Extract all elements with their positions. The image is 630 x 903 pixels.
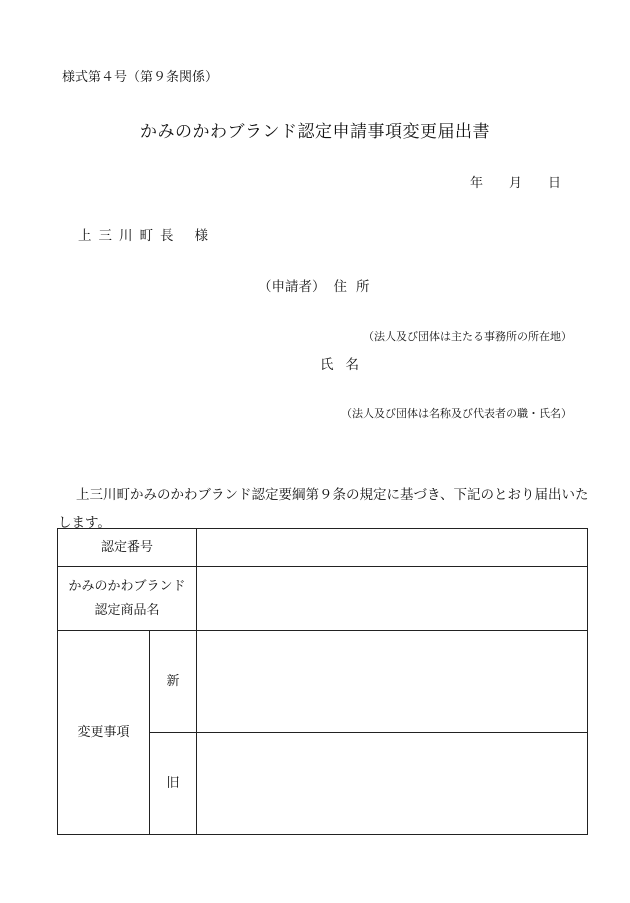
addressee xyxy=(78,224,215,244)
addressee-honorific: 様 xyxy=(194,228,215,244)
form-number: 様式第４号（第９条関係） xyxy=(62,70,219,85)
old-label: 旧 xyxy=(150,733,197,835)
change-items-label: 変更事項 xyxy=(58,631,150,835)
date-year-label: 年 xyxy=(470,176,484,191)
product-name-label-line1: かみのかわブランド xyxy=(68,578,186,594)
cert-number-field[interactable] xyxy=(197,529,588,567)
applicant-address-line xyxy=(258,275,379,295)
applicant-name-label: 氏名 xyxy=(320,357,371,373)
date-day-label: 日 xyxy=(548,176,562,191)
product-name-label xyxy=(58,567,197,631)
change-form-table xyxy=(57,528,588,835)
address-note: （法人及び団体は主たる事務所の所在地） xyxy=(363,330,572,343)
document-title: かみのかわブランド認定申請事項変更届出書 xyxy=(140,122,490,142)
cert-number-label: 認定番号 xyxy=(58,529,197,567)
addressee-name: 上三川町長 xyxy=(78,228,181,244)
product-name-label-line2: 認定商品名 xyxy=(94,602,160,618)
product-name-field[interactable] xyxy=(197,567,588,631)
name-note: （法人及び団体は名称及び代表者の職・氏名） xyxy=(341,407,572,420)
applicant-label: （申請者） xyxy=(258,279,326,295)
date-month-label: 月 xyxy=(509,176,523,191)
new-value-field[interactable] xyxy=(197,631,588,733)
body-text: 上三川町かみのかわブランド認定要綱第９条の規定に基づき、下記のとおり届出いたします。 xyxy=(58,487,589,531)
new-label: 新 xyxy=(150,631,197,733)
old-value-field[interactable] xyxy=(197,733,588,835)
date-line xyxy=(470,172,561,191)
address-label: 住所 xyxy=(333,279,379,295)
